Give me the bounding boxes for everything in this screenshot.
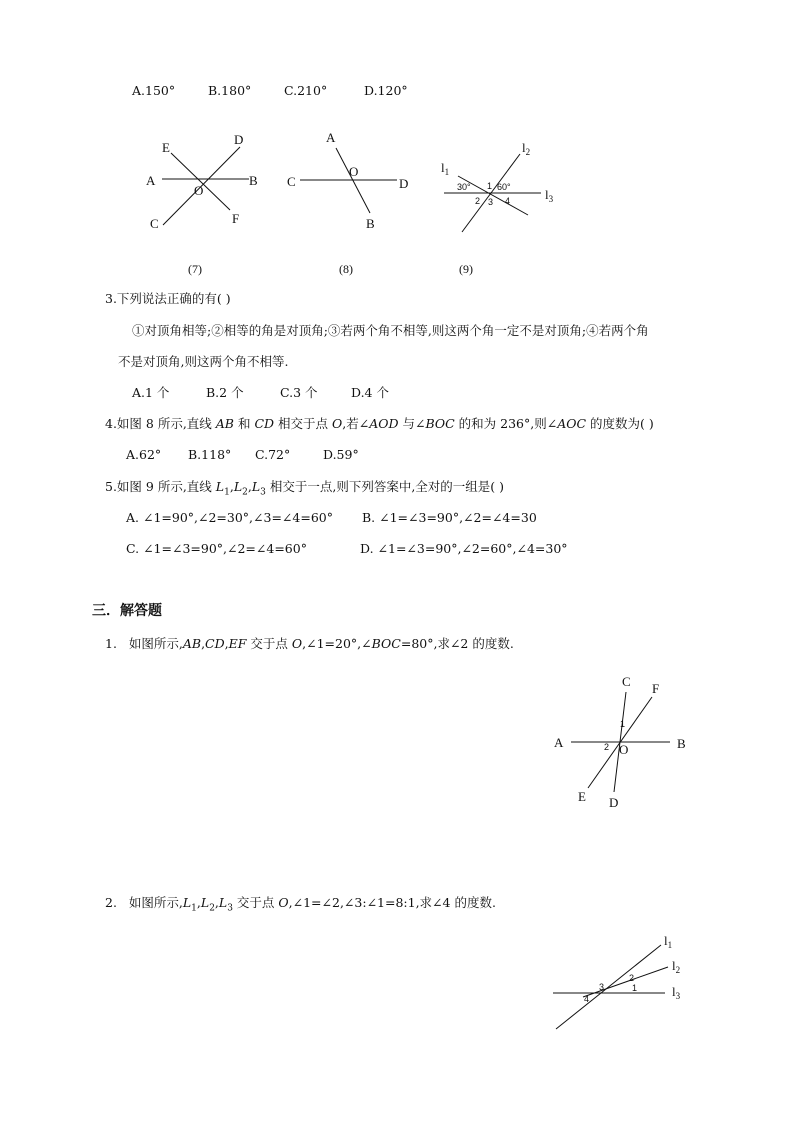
fig8-label-d: D <box>399 176 409 191</box>
q3-option-a: A.1 个 <box>132 385 170 400</box>
fig9-angle-1: 1 <box>487 181 493 191</box>
p2-angle-2: 2 <box>629 973 635 983</box>
problem2-text: 2. 如图所示$,L_1,L_2,L_3$ 交于点 O,∠1=∠2,∠3:∠1=8:1,求∠4 的度数. <box>105 895 496 914</box>
fig9-angle-60: 60° <box>497 182 511 192</box>
p1-label-a: A <box>554 735 564 750</box>
fig8-label-b: B <box>366 216 375 231</box>
fig9-label-l2: $l_2$ <box>522 140 531 157</box>
q3-statement-line1: ①对顶角相等;②相等的角是对顶角;③若两个角不相等,则这两个角一定不是对顶角;④若两个角 <box>132 323 649 338</box>
fig9-angle-3: 3 <box>488 197 494 207</box>
problem1-figure <box>554 674 686 810</box>
q3-stem: 3.下列说法正确的有( ) <box>105 291 231 306</box>
p1-angle-2: 2 <box>604 742 610 752</box>
section-title: 三．解答题 <box>92 603 162 619</box>
fig8-caption: (8) <box>339 262 353 276</box>
fig7-label-a: A <box>146 173 156 188</box>
fig7-label-o: O <box>194 183 204 198</box>
q2-option-b: B.180° <box>208 83 252 98</box>
p2-line-l1 <box>556 945 661 1029</box>
problem1-text: 1. 如图所示,AB,CD,EF 交于点 O,∠1=20°,∠BOC=80°,求∠2 的度数. <box>105 636 514 651</box>
fig7-label-d: D <box>234 132 244 147</box>
fig8-label-a: A <box>326 130 336 145</box>
fig9-angle-4: 4 <box>505 196 511 206</box>
p2-label-l3: $l_3$ <box>672 984 681 1001</box>
q4-option-a: A.62° <box>126 447 162 462</box>
q5-option-a: A. ∠1=90°,∠2=30°,∠3=∠4=60° <box>126 510 333 525</box>
fig7-label-e: E <box>162 140 170 155</box>
p2-angle-1: 1 <box>632 983 638 993</box>
p1-label-e: E <box>578 789 586 804</box>
q4-stem: 4.如图 8 所示,直线 AB 和 CD 相交于点 O,若∠AOD 与∠BOC 的和为 236°,则∠AOC 的度数为( ) <box>105 416 654 431</box>
p2-angle-3: 3 <box>599 982 605 992</box>
p1-label-d: D <box>609 795 619 810</box>
figure-7 <box>146 132 258 276</box>
fig8-label-o: O <box>349 164 359 179</box>
p2-label-l1: $l_1$ <box>664 933 673 950</box>
q2-option-c: C.210° <box>284 83 328 98</box>
p1-label-c: C <box>622 674 631 689</box>
q5-option-d: D. ∠1=∠3=90°,∠2=60°,∠4=30° <box>360 541 568 556</box>
fig9-angle-30: 30° <box>457 182 471 192</box>
fig7-label-f: F <box>232 211 240 226</box>
fig9-label-l1: $l_1$ <box>441 160 450 177</box>
q4-option-d: D.59° <box>323 447 359 462</box>
p2-label-l2: $l_2$ <box>672 958 681 975</box>
figure-9 <box>441 140 554 276</box>
p1-angle-1: 1 <box>620 719 626 729</box>
p1-label-f: F <box>652 681 660 696</box>
q5-stem: 5.如图 9 所示,直线 $L_1,L_2,L_3$ 相交于一点,则下列答案中,全对的一组是( ) <box>105 479 505 498</box>
q4-option-c: C.72° <box>255 447 291 462</box>
q3-option-c: C.3 个 <box>280 385 318 400</box>
p1-label-o: O <box>619 742 629 757</box>
fig7-caption: (7) <box>188 262 202 276</box>
p1-label-b: B <box>677 736 686 751</box>
q5-option-b: B. ∠1=∠3=90°,∠2=∠4=30 <box>362 510 537 525</box>
fig9-angle-2: 2 <box>475 196 481 206</box>
fig7-line-ef <box>171 153 230 210</box>
q3-statement-line2: 不是对顶角,则这两个角不相等. <box>118 354 289 369</box>
p2-angle-4: 4 <box>584 994 590 1004</box>
fig7-label-c: C <box>150 216 159 231</box>
problem2-figure <box>553 933 681 1029</box>
q3-option-b: B.2 个 <box>206 385 244 400</box>
fig9-caption: (9) <box>459 262 473 276</box>
q5-option-c: C. ∠1=∠3=90°,∠2=∠4=60° <box>126 541 307 556</box>
q2-option-d: D.120° <box>364 83 408 98</box>
q3-option-d: D.4 个 <box>351 385 389 400</box>
fig8-label-c: C <box>287 174 296 189</box>
q4-option-b: B.118° <box>188 447 232 462</box>
q2-option-a: A.150° <box>132 83 176 98</box>
fig9-label-l3: $l_3$ <box>545 187 554 204</box>
fig7-label-b: B <box>249 173 258 188</box>
figure-8 <box>287 130 408 276</box>
